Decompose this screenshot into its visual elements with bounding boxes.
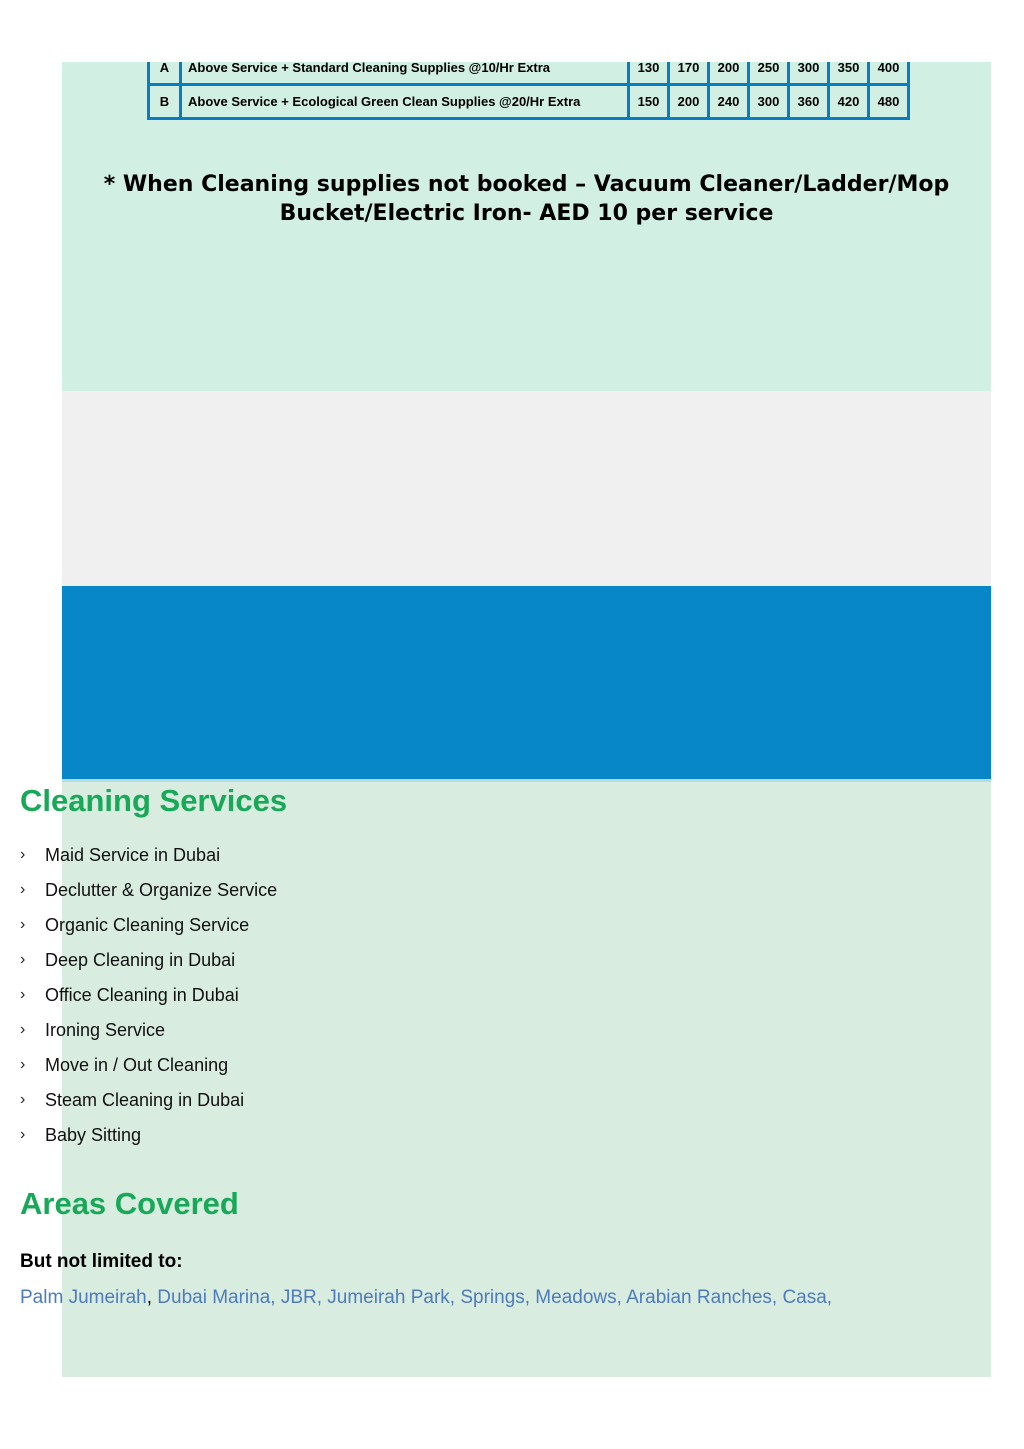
supplies-notice — [62, 170, 991, 228]
service-label: Organic Cleaning Service — [45, 915, 250, 935]
grey-band — [62, 391, 991, 586]
list-item[interactable] — [20, 1088, 277, 1123]
chevron-right-icon: › — [20, 1091, 26, 1108]
price-cell: 200 — [670, 86, 710, 120]
service-label: Deep Cleaning in Dubai — [45, 950, 236, 970]
chevron-right-icon: › — [20, 1021, 26, 1038]
service-label: Ironing Service — [45, 1020, 166, 1040]
table-row — [147, 86, 910, 120]
list-item[interactable] — [20, 843, 277, 878]
services-list — [20, 843, 277, 1158]
chevron-right-icon: › — [20, 1126, 26, 1143]
price-cell: 420 — [830, 86, 870, 120]
list-item[interactable] — [20, 913, 277, 948]
price-cell: 200 — [710, 62, 750, 86]
chevron-right-icon: › — [20, 951, 26, 968]
service-label: Maid Service in Dubai — [45, 845, 221, 865]
list-item[interactable] — [20, 1053, 277, 1088]
list-item[interactable] — [20, 1018, 277, 1053]
pricing-section — [62, 62, 991, 391]
service-label: Steam Cleaning in Dubai — [45, 1090, 245, 1110]
list-item[interactable] — [20, 1123, 277, 1158]
list-item[interactable] — [20, 948, 277, 983]
price-cell: 300 — [750, 86, 790, 120]
price-cell: 150 — [630, 86, 670, 120]
blue-band — [62, 586, 991, 779]
price-table — [147, 62, 910, 120]
services-heading: Cleaning Services — [20, 783, 288, 818]
chevron-right-icon: › — [20, 881, 26, 898]
service-label: Office Cleaning in Dubai — [45, 985, 239, 1005]
price-cell: 400 — [870, 62, 910, 86]
chevron-right-icon: › — [20, 1056, 26, 1073]
areas-list — [20, 1287, 832, 1309]
areas-sub-label: But not limited to: — [20, 1251, 183, 1272]
chevron-right-icon: › — [20, 916, 26, 933]
price-cell: 360 — [790, 86, 830, 120]
area-links[interactable]: Dubai Marina, JBR, Jumeirah Park, Springs, Meadows, Arabian Ranches, Casa, — [152, 1287, 833, 1308]
price-cell: 170 — [670, 62, 710, 86]
notice-line: Bucket/Electric Iron- AED 10 per service — [279, 201, 774, 226]
row-code: A — [147, 62, 182, 86]
price-cell: 300 — [790, 62, 830, 86]
notice-line: * When Cleaning supplies not booked – Vacuum Cleaner/Ladder/Mop — [103, 172, 950, 197]
table-row — [147, 62, 910, 86]
row-description: Above Service + Ecological Green Clean Supplies @20/Hr Extra — [182, 86, 630, 120]
price-cell: 240 — [710, 86, 750, 120]
service-label: Move in / Out Cleaning — [45, 1055, 229, 1075]
list-item[interactable] — [20, 878, 277, 913]
price-cell: 130 — [630, 62, 670, 86]
chevron-right-icon: › — [20, 846, 26, 863]
row-description: Above Service + Standard Cleaning Supplies @10/Hr Extra — [182, 62, 630, 86]
service-label: Baby Sitting — [45, 1125, 142, 1145]
area-link[interactable]: Palm Jumeirah — [20, 1287, 147, 1308]
price-cell: 350 — [830, 62, 870, 86]
price-cell: 250 — [750, 62, 790, 86]
page — [62, 62, 991, 1377]
chevron-right-icon: › — [20, 986, 26, 1003]
area-separator: , — [146, 1287, 152, 1308]
row-code: B — [147, 86, 182, 120]
areas-heading: Areas Covered — [20, 1186, 239, 1221]
service-label: Declutter & Organize Service — [45, 880, 278, 900]
price-cell: 480 — [870, 86, 910, 120]
list-item[interactable] — [20, 983, 277, 1018]
